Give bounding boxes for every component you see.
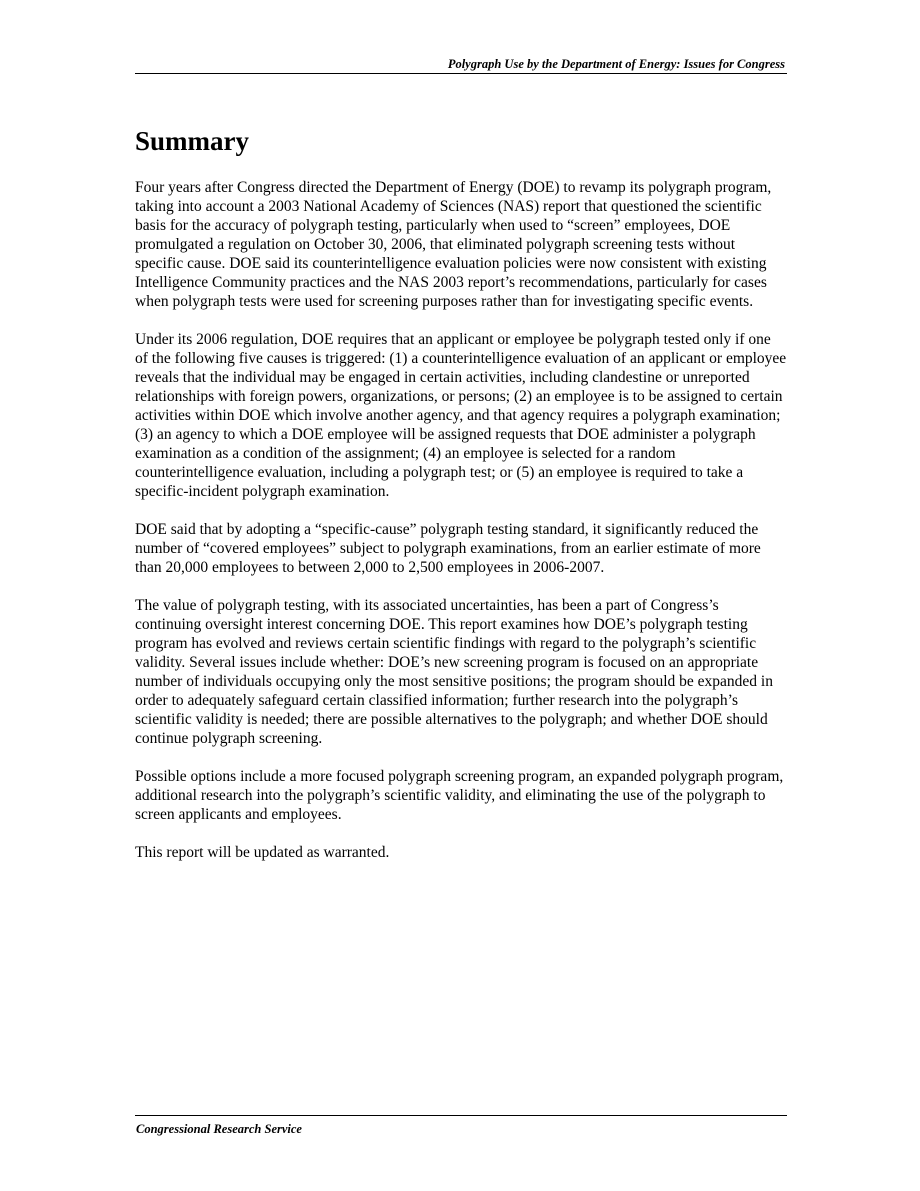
- summary-paragraph-1: Four years after Congress directed the Department of Energy (DOE) to revamp its polygraph program, taking into account a 2003 National Academy of Sciences (NAS) report that questioned the scientific basis for the accuracy of polygraph testing, particularly when used to “screen” employees, DOE promulgated a regulation on October 30, 2006, that eliminated polygraph screening tests without specific cause. DOE said its counterintelligence evaluation policies were now consistent with existing Intelligence Community practices and the NAS 2003 report’s recommendations, particularly for cases when polygraph tests were used for screening purposes rather than for investigating specific events.: [135, 179, 772, 310]
- section-heading: Summary: [135, 126, 249, 156]
- summary-paragraph-2: Under its 2006 regulation, DOE requires that an applicant or employee be polygraph tested only if one of the following five causes is triggered: (1) a counterintelligence evaluation of an applicant or employee reveals that the individual may be engaged in certain activities, including clandestine or unreported relationships with foreign powers, organizations, or persons; (2) an employee is to be assigned to certain activities within DOE which involve another agency, and that agency requires a polygraph examination; (3) an agency to which a DOE employee will be assigned requests that DOE administer a polygraph examination as a condition of the assignment; (4) an employee is selected for a random counterintelligence evaluation, including a polygraph test; or (5) an employee is required to take a specific-incident polygraph examination.: [135, 331, 787, 500]
- running-header-title: Polygraph Use by the Department of Energy: Issues for Congress: [447, 57, 785, 71]
- summary-paragraph-4: The value of polygraph testing, with its associated uncertainties, has been a part of Congress’s continuing oversight interest concerning DOE. This report examines how DOE’s polygraph testing program has evolved and reviews certain scientific findings with regard to the polygraph’s scientific validity. Several issues include whether: DOE’s new screening program is focused on an appropriate number of individuals occupying only the most sensitive positions; the program should be expanded in order to adequately safeguard certain classified information; further research into the polygraph’s scientific validity is needed; there are possible alternatives to the polygraph; and whether DOE should continue polygraph screening.: [135, 597, 773, 747]
- summary-paragraph-3: DOE said that by adopting a “specific-cause” polygraph testing standard, it significantly reduced the number of “covered employees” subject to polygraph examinations, from an earlier estimate of more than 20,000 employees to between 2,000 to 2,500 employees in 2006-2007.: [135, 521, 761, 576]
- running-header: [135, 56, 787, 74]
- summary-body: [135, 178, 787, 881]
- summary-paragraph-6: This report will be updated as warranted.: [135, 844, 390, 861]
- summary-paragraph-5: Possible options include a more focused polygraph screening program, an expanded polygraph program, additional research into the polygraph’s scientific validity, and eliminating the use of the polygraph to screen applicants and employees.: [135, 768, 784, 823]
- footer-label: Congressional Research Service: [136, 1122, 302, 1136]
- page-footer: [135, 1115, 787, 1136]
